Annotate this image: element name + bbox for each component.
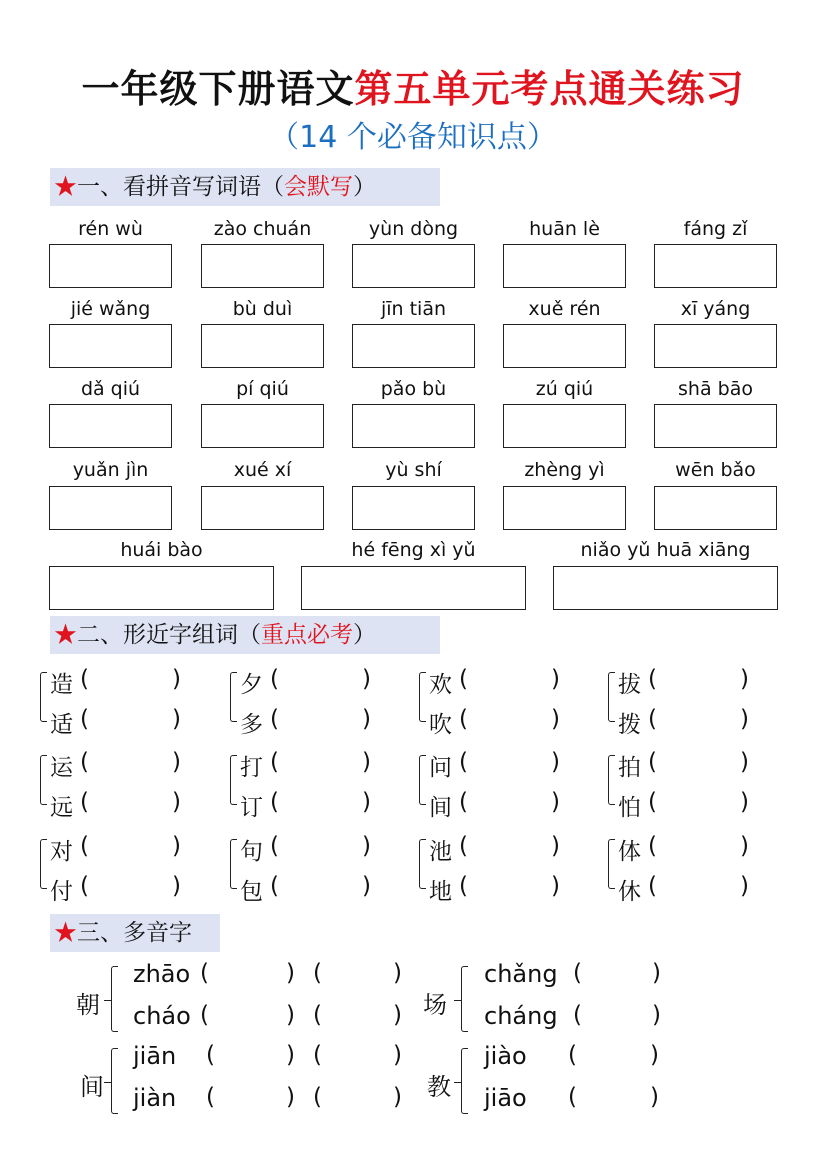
paren-close: ) <box>740 706 749 732</box>
paren-open: ( <box>573 960 582 986</box>
pinyin-label: huān lè <box>529 218 600 240</box>
paren-close: ) <box>286 960 295 986</box>
answer-box[interactable] <box>553 566 778 610</box>
answer-box[interactable] <box>654 324 777 368</box>
paren-close: ) <box>393 1002 402 1028</box>
character: 吹 <box>429 712 452 738</box>
paren-open: ( <box>313 1002 322 1028</box>
star-icon: ★ <box>54 920 77 946</box>
paren-close: ) <box>172 833 181 859</box>
pinyin-label: yùn dòng <box>368 218 459 240</box>
pinyin-reading: jiàn <box>133 1084 177 1112</box>
character: 休 <box>618 879 641 905</box>
paren-close: ) <box>362 873 371 899</box>
character: 订 <box>240 795 263 821</box>
pinyin-reading: jiān <box>133 1042 177 1070</box>
pinyin-label: hé fēng xì yǔ <box>351 539 476 561</box>
paren-close: ) <box>551 789 560 815</box>
answer-box[interactable] <box>201 486 324 530</box>
paren-close: ) <box>551 873 560 899</box>
page-subtitle: （14 个必备知识点） <box>269 120 557 155</box>
answer-box[interactable] <box>201 404 324 448</box>
answer-box[interactable] <box>49 566 274 610</box>
paren-open: ( <box>459 833 468 859</box>
answer-box[interactable] <box>352 244 475 288</box>
paren-close: ) <box>393 1042 402 1068</box>
paren-open: ( <box>80 749 89 775</box>
pinyin-label: xué xí <box>233 459 292 481</box>
answer-blank[interactable] <box>284 835 364 863</box>
paren-open: ( <box>648 873 657 899</box>
paren-close: ) <box>362 749 371 775</box>
answer-blank[interactable] <box>473 835 553 863</box>
pinyin-label: zhèng yì <box>524 459 605 481</box>
answer-blank[interactable] <box>94 791 174 819</box>
pinyin-reading: zhāo <box>133 960 191 988</box>
polyphone-character: 场 <box>423 991 447 1019</box>
paren-close: ) <box>393 960 402 986</box>
paren-open: ( <box>648 749 657 775</box>
answer-box[interactable] <box>503 486 626 530</box>
answer-box[interactable] <box>201 324 324 368</box>
pinyin-label: bù duì <box>232 298 293 320</box>
answer-blank[interactable] <box>473 791 553 819</box>
paren-open: ( <box>80 706 89 732</box>
answer-box[interactable] <box>654 486 777 530</box>
answer-blank[interactable] <box>214 962 284 990</box>
bracket <box>111 966 118 1032</box>
answer-blank[interactable] <box>94 708 174 736</box>
bracket <box>461 966 468 1032</box>
character: 句 <box>240 839 263 865</box>
pinyin-label: huái bào <box>120 539 203 561</box>
character: 造 <box>50 672 73 698</box>
paren-open: ( <box>568 1042 577 1068</box>
paren-open: ( <box>80 873 89 899</box>
pinyin-reading: jiāo <box>484 1084 527 1112</box>
answer-box[interactable] <box>654 244 777 288</box>
paren-open: ( <box>270 873 279 899</box>
paren-open: ( <box>459 666 468 692</box>
answer-blank[interactable] <box>473 708 553 736</box>
paren-close: ) <box>362 706 371 732</box>
section-3-label: 三、多音字 <box>77 920 192 946</box>
character: 远 <box>50 795 73 821</box>
pinyin-reading: jiào <box>484 1042 527 1070</box>
section-3-header <box>50 914 220 952</box>
paren-close: ) <box>362 789 371 815</box>
paren-open: ( <box>206 1084 215 1110</box>
paren-close: ) <box>551 706 560 732</box>
pinyin-label: wēn bǎo <box>675 459 756 481</box>
character: 怕 <box>618 795 641 821</box>
answer-blank[interactable] <box>473 875 553 903</box>
paren-open: ( <box>568 1084 577 1110</box>
answer-blank[interactable] <box>284 791 364 819</box>
answer-box[interactable] <box>301 566 526 610</box>
section-2-note: 重点必考 <box>261 622 353 648</box>
bracket <box>608 755 615 805</box>
answer-box[interactable] <box>49 486 172 530</box>
pinyin-reading: chǎng <box>484 960 558 988</box>
paren-open: ( <box>459 749 468 775</box>
pinyin-label: jié wǎng <box>70 298 151 320</box>
paren-close: ) <box>362 666 371 692</box>
paren-open: ( <box>200 1002 209 1028</box>
answer-blank[interactable] <box>662 708 742 736</box>
character: 间 <box>429 795 452 821</box>
section-2-close: ） <box>353 622 376 648</box>
pinyin-label: xuě rén <box>528 298 601 320</box>
section-1-note: 会默写 <box>284 174 353 200</box>
paren-close: ) <box>286 1002 295 1028</box>
bracket <box>608 839 615 889</box>
answer-blank[interactable] <box>284 708 364 736</box>
title-part-1: 一年级下册语文 <box>81 66 355 111</box>
bracket <box>419 839 426 889</box>
bracket <box>419 672 426 722</box>
answer-box[interactable] <box>352 324 475 368</box>
section-1-header <box>50 168 440 206</box>
answer-blank[interactable] <box>220 1044 284 1072</box>
paren-open: ( <box>459 706 468 732</box>
answer-blank[interactable] <box>94 668 174 696</box>
paren-open: ( <box>80 789 89 815</box>
character: 对 <box>50 839 73 865</box>
pinyin-label: jīn tiān <box>380 298 447 320</box>
character: 夕 <box>240 672 263 698</box>
paren-open: ( <box>573 1002 582 1028</box>
answer-blank[interactable] <box>284 751 364 779</box>
star-icon: ★ <box>54 174 77 200</box>
answer-blank[interactable] <box>662 835 742 863</box>
answer-blank[interactable] <box>284 875 364 903</box>
paren-close: ) <box>172 706 181 732</box>
paren-open: ( <box>80 833 89 859</box>
bracket <box>111 1048 118 1114</box>
paren-close: ) <box>740 789 749 815</box>
pinyin-label: zú qiú <box>535 378 594 400</box>
paren-open: ( <box>270 666 279 692</box>
answer-box[interactable] <box>49 324 172 368</box>
pinyin-reading: cháng <box>484 1002 558 1030</box>
paren-close: ) <box>172 789 181 815</box>
character: 多 <box>240 712 263 738</box>
pinyin-label: rén wù <box>78 218 143 240</box>
answer-blank[interactable] <box>662 668 742 696</box>
paren-open: ( <box>270 706 279 732</box>
answer-blank[interactable] <box>473 668 553 696</box>
answer-blank[interactable] <box>327 962 391 990</box>
paren-open: ( <box>459 789 468 815</box>
answer-box[interactable] <box>49 244 172 288</box>
answer-blank[interactable] <box>214 1004 284 1032</box>
section-1-label: 一、看拼音写词语（ <box>77 174 284 200</box>
character: 问 <box>429 755 452 781</box>
answer-blank[interactable] <box>94 875 174 903</box>
section-2-header <box>50 616 440 654</box>
polyphone-character: 朝 <box>76 991 100 1019</box>
pinyin-label: fáng zǐ <box>683 218 748 240</box>
paren-open: ( <box>459 873 468 899</box>
pinyin-label: zào chuán <box>213 218 312 240</box>
pinyin-label: niǎo yǔ huā xiāng <box>580 539 751 561</box>
answer-blank[interactable] <box>327 1086 391 1114</box>
answer-box[interactable] <box>503 324 626 368</box>
paren-close: ) <box>172 873 181 899</box>
paren-open: ( <box>648 789 657 815</box>
paren-close: ) <box>652 1002 661 1028</box>
character: 拍 <box>618 755 641 781</box>
paren-close: ) <box>551 749 560 775</box>
polyphone-character: 间 <box>80 1073 104 1101</box>
answer-blank[interactable] <box>587 962 650 990</box>
paren-close: ) <box>551 833 560 859</box>
paren-close: ) <box>551 666 560 692</box>
character: 拔 <box>618 672 641 698</box>
paren-open: ( <box>648 833 657 859</box>
section-1-close: ） <box>353 174 376 200</box>
answer-blank[interactable] <box>582 1086 648 1114</box>
paren-open: ( <box>80 666 89 692</box>
bracket <box>419 755 426 805</box>
answer-blank[interactable] <box>327 1044 391 1072</box>
paren-close: ) <box>740 666 749 692</box>
paren-open: ( <box>313 1084 322 1110</box>
bracket <box>461 1048 468 1114</box>
answer-box[interactable] <box>49 404 172 448</box>
paren-close: ) <box>286 1084 295 1110</box>
answer-box[interactable] <box>654 404 777 448</box>
bracket <box>40 839 47 889</box>
character: 运 <box>50 755 73 781</box>
answer-blank[interactable] <box>94 835 174 863</box>
paren-close: ) <box>172 749 181 775</box>
bracket <box>40 755 47 805</box>
paren-close: ) <box>740 833 749 859</box>
answer-blank[interactable] <box>587 1004 650 1032</box>
answer-blank[interactable] <box>284 668 364 696</box>
answer-box[interactable] <box>201 244 324 288</box>
paren-open: ( <box>270 749 279 775</box>
answer-blank[interactable] <box>473 751 553 779</box>
pinyin-label: yù shí <box>385 459 442 481</box>
bracket <box>608 672 615 722</box>
pinyin-label: pí qiú <box>236 378 289 400</box>
paren-close: ) <box>650 1084 659 1110</box>
section-2-label: 二、形近字组词（ <box>77 622 261 648</box>
page-title <box>0 58 826 113</box>
answer-blank[interactable] <box>662 791 742 819</box>
bracket <box>40 672 47 722</box>
answer-box[interactable] <box>503 404 626 448</box>
paren-open: ( <box>270 833 279 859</box>
character: 付 <box>50 879 73 905</box>
paren-open: ( <box>313 960 322 986</box>
answer-box[interactable] <box>503 244 626 288</box>
paren-close: ) <box>740 749 749 775</box>
character: 体 <box>618 839 641 865</box>
paren-open: ( <box>648 666 657 692</box>
character: 适 <box>50 712 73 738</box>
polyphone-character: 教 <box>427 1073 451 1101</box>
paren-open: ( <box>270 789 279 815</box>
paren-open: ( <box>313 1042 322 1068</box>
character: 打 <box>240 755 263 781</box>
answer-blank[interactable] <box>582 1044 648 1072</box>
character: 欢 <box>429 672 452 698</box>
paren-open: ( <box>200 960 209 986</box>
pinyin-label: dǎ qiú <box>80 378 141 400</box>
paren-close: ) <box>652 960 661 986</box>
answer-box[interactable] <box>352 404 475 448</box>
bracket <box>230 755 237 805</box>
pinyin-label: xī yáng <box>680 298 751 320</box>
paren-close: ) <box>286 1042 295 1068</box>
paren-close: ) <box>172 666 181 692</box>
paren-close: ) <box>362 833 371 859</box>
answer-box[interactable] <box>352 486 475 530</box>
title-part-2: 第五单元考点通关练习 <box>354 66 745 111</box>
answer-blank[interactable] <box>662 751 742 779</box>
character: 拨 <box>618 712 641 738</box>
star-icon: ★ <box>54 622 77 648</box>
character: 地 <box>429 879 452 905</box>
pinyin-label: pǎo bù <box>380 378 447 400</box>
bracket <box>230 672 237 722</box>
paren-open: ( <box>206 1042 215 1068</box>
answer-blank[interactable] <box>94 751 174 779</box>
pinyin-reading: cháo <box>133 1002 191 1030</box>
answer-blank[interactable] <box>662 875 742 903</box>
pinyin-label: yuǎn jìn <box>72 459 149 481</box>
paren-close: ) <box>740 873 749 899</box>
answer-blank[interactable] <box>327 1004 391 1032</box>
answer-blank[interactable] <box>220 1086 284 1114</box>
paren-close: ) <box>393 1084 402 1110</box>
bracket <box>230 839 237 889</box>
character: 包 <box>240 879 263 905</box>
paren-close: ) <box>650 1042 659 1068</box>
paren-open: ( <box>648 706 657 732</box>
character: 池 <box>429 839 452 865</box>
pinyin-label: shā bāo <box>678 378 753 400</box>
